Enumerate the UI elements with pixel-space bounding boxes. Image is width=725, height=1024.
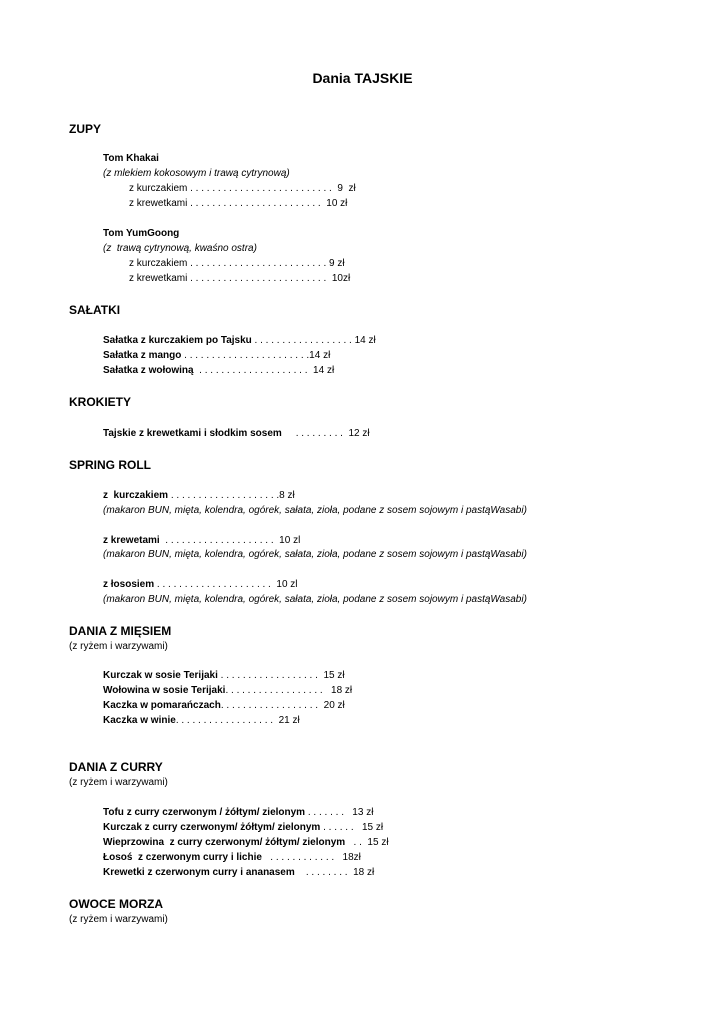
menu-item xyxy=(103,365,334,377)
menu-item-name: Wieprzowina z curry czerwonym/ żółtym/ zielonym xyxy=(103,837,346,848)
menu-item-price: . . 15 zł xyxy=(345,837,389,848)
menu-item-price: . . . . . . . . 18 zł xyxy=(294,867,375,878)
menu-item-price: . . . . . . . . . . . . . . . . . . 14 zł xyxy=(251,335,376,346)
section-heading-spring-roll: SPRING ROLL xyxy=(69,458,152,472)
section-heading-owoce-morza: OWOCE MORZA xyxy=(69,897,163,911)
menu-item-name: Tajskie z krewetkami i słodkim sosem xyxy=(103,428,282,439)
menu-item-price: . . . . . . . . . . . . . . . . . . 21 zł xyxy=(175,715,300,726)
menu-item-description: (makaron BUN, mięta, kolendra, ogórek, sałata, zioła, podane z sosem sojowym i pastąWasabi) xyxy=(103,549,527,560)
menu-item-price: . . . . . . 15 zł xyxy=(320,822,384,833)
soup-variant: z krewetkami . . . . . . . . . . . . . . . . . . . . . . . . 10 zł xyxy=(129,198,348,209)
menu-item-name: z kurczakiem xyxy=(103,490,169,501)
soup-variant: z kurczakiem . . . . . . . . . . . . . . . . . . . . . . . . . 9 zł xyxy=(129,258,345,269)
menu-item xyxy=(103,822,383,834)
menu-item-name: Tofu z curry czerwonym / żółtym/ zielonym xyxy=(103,807,306,818)
menu-item-price: . . . . . . . . . . . . . . . . . . . . . 10 zl xyxy=(154,579,298,590)
menu-item-name: Kaczka w pomarańczach xyxy=(103,700,221,711)
menu-item-description: (makaron BUN, mięta, kolendra, ogórek, sałata, zioła, podane z sosem sojowym i pastąWasabi) xyxy=(103,505,527,516)
menu-item xyxy=(103,837,389,849)
soup-name: Tom YumGoong xyxy=(103,228,180,239)
soup-description: (z mlekiem kokosowym i trawą cytrynową) xyxy=(103,168,290,179)
menu-item-name: z łososiem xyxy=(103,579,155,590)
section-heading-dania-z-curry: DANIA Z CURRY xyxy=(69,760,163,774)
menu-item xyxy=(103,335,376,347)
menu-item-name: Sałatka z kurczakiem po Tajsku xyxy=(103,335,252,346)
menu-item-price: . . . . . . . . . . . . . . . . . . . . 14 zł xyxy=(193,365,335,376)
menu-item-name: Sałatka z mango xyxy=(103,350,182,361)
section-note: (z ryżem i warzywami) xyxy=(69,914,168,925)
menu-item xyxy=(103,852,361,864)
menu-item-name: Kurczak z curry czerwonym/ żółtym/ zielonym xyxy=(103,822,321,833)
soup-variant: z kurczakiem . . . . . . . . . . . . . . . . . . . . . . . . . . 9 zł xyxy=(129,183,356,194)
soup-description: (z trawą cytrynową, kwaśno ostra) xyxy=(103,243,257,254)
menu-item-price: . . . . . . . . . . . . . . . . . . . .8 zł xyxy=(168,490,295,501)
menu-item xyxy=(103,579,298,591)
menu-item xyxy=(103,490,295,502)
section-heading-dania-z-miesiem: DANIA Z MIĘSIEM xyxy=(69,624,172,638)
section-heading-krokiety: KROKIETY xyxy=(69,395,132,409)
menu-item xyxy=(103,350,330,362)
menu-item xyxy=(103,670,345,682)
menu-item-price: . . . . . . . . . . . . . . . . . . 20 zł xyxy=(220,700,345,711)
menu-item-description: (makaron BUN, mięta, kolendra, ogórek, sałata, zioła, podane z sosem sojowym i pastąWasabi) xyxy=(103,594,527,605)
menu-item-price: . . . . . . . 13 zł xyxy=(305,807,374,818)
menu-item xyxy=(103,535,300,547)
menu-item-price: . . . . . . . . . . . . . . . . . . 18 zł xyxy=(225,685,353,696)
menu-item-name: Sałatka z wołowiną xyxy=(103,365,194,376)
menu-item xyxy=(103,428,370,440)
menu-item-name: Kurczak w sosie Terijaki xyxy=(103,670,218,681)
soup-name: Tom Khakai xyxy=(103,153,159,164)
menu-item-price: . . . . . . . . . . . . 18zł xyxy=(261,852,361,863)
menu-item-price: . . . . . . . . . . . . . . . . . . . . 10 zl xyxy=(159,535,301,546)
menu-item-price: . . . . . . . . . . . . . . . . . . . . . . .14 zł xyxy=(181,350,331,361)
menu-item xyxy=(103,700,345,712)
menu-item xyxy=(103,867,374,879)
section-heading-zupy: ZUPY xyxy=(69,122,102,136)
menu-item-name: Kaczka w winie xyxy=(103,715,176,726)
page-title: Dania TAJSKIE xyxy=(312,70,413,86)
menu-item-name: Łosoś z czerwonym curry i lichie xyxy=(103,852,262,863)
menu-item-name: Krewetki z czerwonym curry i ananasem xyxy=(103,867,295,878)
section-note: (z ryżem i warzywami) xyxy=(69,641,168,652)
menu-item xyxy=(103,807,373,819)
section-note: (z ryżem i warzywami) xyxy=(69,777,168,788)
menu-item-name: Wołowina w sosie Terijaki xyxy=(103,685,226,696)
section-heading-salatki: SAŁATKI xyxy=(69,303,121,317)
menu-item xyxy=(103,685,352,697)
menu-item xyxy=(103,715,300,727)
soup-variant: z krewetkami . . . . . . . . . . . . . . . . . . . . . . . . . 10zł xyxy=(129,273,351,284)
menu-item-price: . . . . . . . . . . . . . . . . . . 15 zł xyxy=(217,670,345,681)
menu-item-name: z krewetami xyxy=(103,535,160,546)
menu-item-price: . . . . . . . . . 12 zł xyxy=(281,428,370,439)
